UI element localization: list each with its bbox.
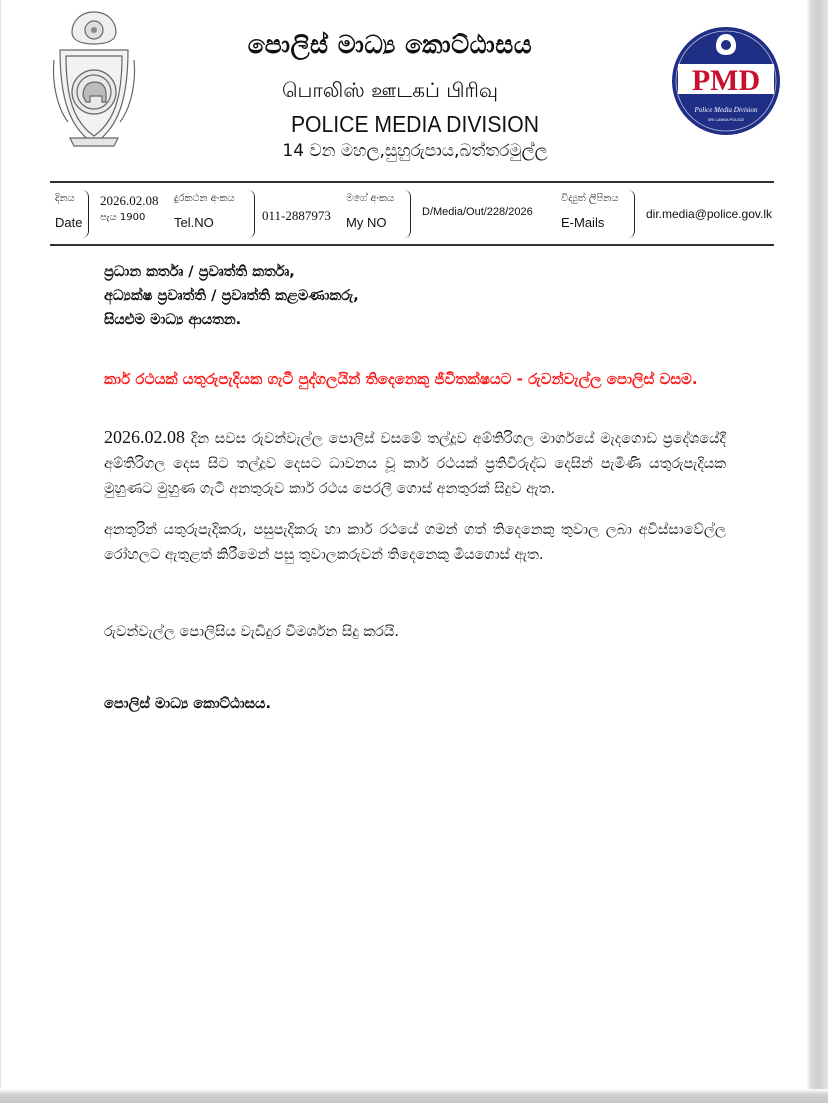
email-label-sinhala: විද්‍යුත් ලිපිනය — [561, 193, 619, 204]
paragraph-1-date: 2026.02.08 — [104, 427, 185, 447]
email-value: dir.media@police.gov.lk — [646, 207, 773, 221]
email-label-english: E-Mails — [561, 215, 605, 230]
time-value: පැය 1900 — [100, 212, 146, 223]
paragraph-1 — [104, 425, 726, 502]
myno-label — [346, 192, 394, 240]
date-label-english: Date — [55, 215, 83, 230]
addressee-line-2: අධ්‍යක්ෂ ප්‍රවෘත්ති / ප්‍රවෘත්ති කළමණාකරු, — [104, 288, 359, 304]
date-value: 2026.02.08 — [100, 193, 159, 208]
date-label — [55, 192, 82, 240]
pmd-logo-ring-text: Police Media Division — [694, 106, 758, 114]
addressee-line-1: ප්‍රධාන කර්තෘ / ප්‍රවෘත්ති කර්තෘ, — [104, 264, 295, 280]
paragraph-1-text: දින සවස රුවන්වැල්ල පොලිස් වසමේ තල්දූව අම්තිරිගල මාර්ගයේ මැදගොඩ ප්‍රදේශයේදී අම්තිරිගල දෙස සිට තල්දූව දෙසට ධාවනය වූ කාර් රථයක් ප්‍රතිවිරුද්ධ දෙසින් පැමිණි යතුරුපැදියක මුහුණට මුහුණ ගැටී අනතුරුව කාර් රථය පෙරලී ගොස් අනතුරක් සිදුව ඇත. — [104, 431, 726, 497]
tel-label — [174, 192, 235, 240]
myno-brace — [404, 190, 411, 238]
office-address: 14 වන මහල,සුහුරුපාය,බත්තරමුල්ල — [282, 141, 548, 161]
page-shadow-bottom — [0, 1089, 828, 1103]
myno-label-english: My NO — [346, 215, 387, 230]
pmd-logo-icon — [670, 24, 782, 139]
date-label-sinhala: දිනය — [55, 193, 75, 204]
addressee-line-3: සියළුම මාධ්‍ය ආයතන. — [104, 312, 242, 328]
paragraph-2: අනතුරින් යතුරුපැදිකරු, පසුපැදිකරු හා කාර් රථයේ ගමන් ගත් තිදෙනෙකු තුවාල ලබා අවිස්සාවේල්ල රෝහලට ඇතුළත් කිරීමෙන් පසු තුවාලකරුවන් තිදෙනෙකු මියගොස් ඇත. — [104, 522, 726, 563]
tel-label-english: Tel.NO — [174, 215, 214, 230]
page-title-tamil: பொலிஸ் ஊடகப் பிரிவு — [281, 78, 498, 102]
news-headline: කාර් රථයක් යතුරුපැදියක ගැටී පුද්ගලයින් තිදෙනෙකු ජීවිතක්ෂයට - රුවන්වැල්ල පොලිස් වසම. — [104, 370, 698, 388]
tel-brace — [248, 190, 255, 238]
page-title-sinhala: පොලිස් මාධ්‍ය කොට්ඨාසය — [247, 30, 533, 59]
email-brace — [628, 190, 635, 238]
signoff: පොලිස් මාධ්‍ය කොට්ඨාසය. — [104, 696, 271, 712]
email-label — [561, 192, 619, 240]
tel-label-sinhala: දුරකථන අංකය — [174, 193, 235, 204]
page-edge-left — [0, 0, 1, 1103]
pmd-logo-text: PMD — [691, 64, 761, 97]
tel-value: 011-2887973 — [262, 208, 331, 223]
sri-lanka-police-emblem-icon — [50, 10, 138, 150]
header-divider-top — [50, 181, 774, 183]
page-shadow-right — [806, 0, 828, 1103]
date-brace — [82, 190, 89, 238]
myno-label-sinhala: මගේ අංකය — [346, 193, 395, 204]
page-title-english: POLICE MEDIA DIVISION — [290, 111, 540, 137]
paragraph-3: රුවන්වැල්ල පොලිසිය වැඩිදුර විමර්ශන සිදු කරයි. — [104, 624, 399, 640]
myno-value: D/Media/Out/228/2026 — [422, 206, 533, 218]
pmd-logo-sub-text: SRI LANKA POLICE — [707, 117, 745, 122]
header-divider-bottom — [50, 244, 774, 246]
